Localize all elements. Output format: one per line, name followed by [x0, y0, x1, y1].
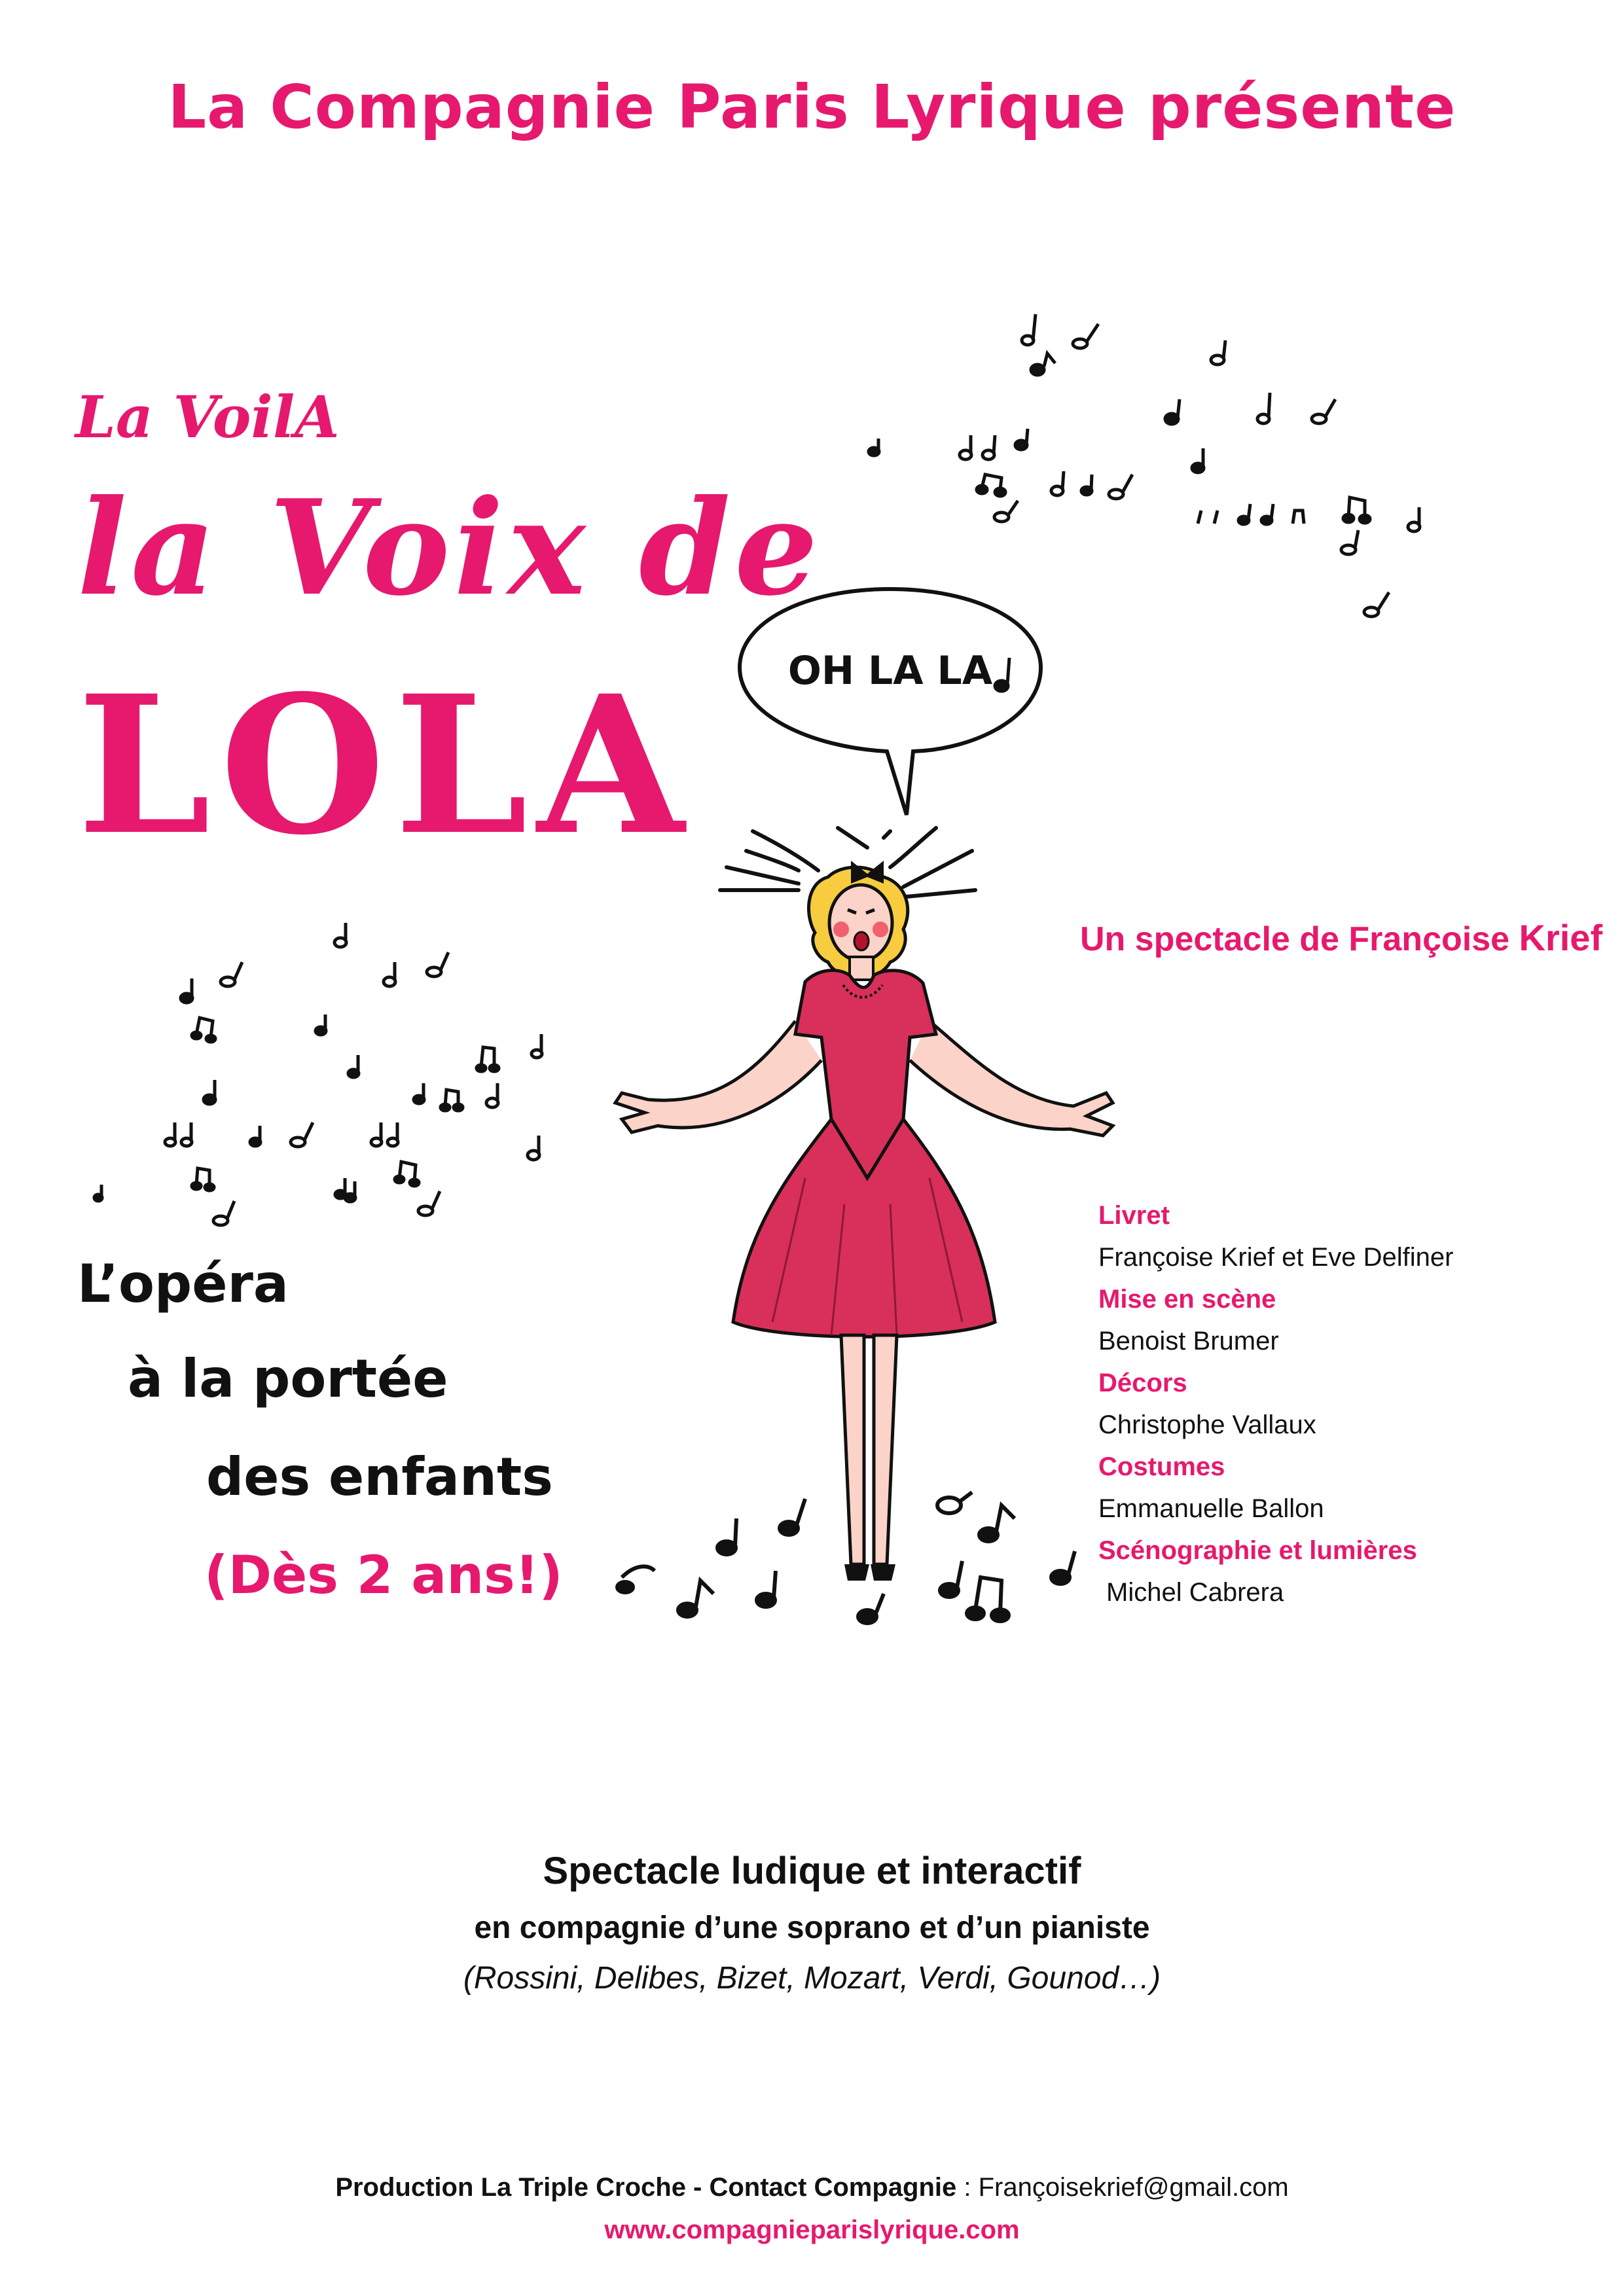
music-note-icon: [441, 1090, 463, 1111]
credit-role: Scénographie et lumières: [1098, 1536, 1417, 1565]
music-note-icon: [1192, 448, 1204, 473]
music-note-icon: [1109, 475, 1132, 499]
music-note-icon: [192, 1018, 215, 1042]
credit-role: Costumes: [1098, 1452, 1225, 1481]
music-note-icon: [181, 1122, 192, 1146]
description-heading: Spectacle ludique et interactif: [543, 1850, 1081, 1892]
music-note-icon: [1022, 314, 1036, 345]
music-note-icon: [532, 1034, 542, 1058]
music-note-icon: [757, 1571, 776, 1607]
music-note-icon: [960, 435, 971, 459]
credit-role: Décors: [1098, 1369, 1187, 1397]
music-note-icon: [1408, 507, 1420, 531]
credit-role: Livret: [1098, 1201, 1170, 1230]
presenter-heading: La Compagnie Paris Lyrique présente: [168, 72, 1456, 142]
credits-list: [1098, 1194, 1596, 1613]
music-note-icon: [1051, 471, 1064, 495]
music-note-icon: [250, 1126, 261, 1146]
credit-role: Mise en scène: [1098, 1285, 1276, 1314]
music-note-icon: [414, 1083, 424, 1103]
music-note-icon: [334, 923, 346, 947]
music-note-icon: [780, 1499, 805, 1535]
credit-name: Michel Cabrera: [1106, 1578, 1284, 1607]
music-note-icon: [937, 1492, 972, 1513]
music-note-icon: [528, 1136, 539, 1160]
music-note-icon: [1312, 399, 1335, 423]
music-note-icon: [967, 1577, 1009, 1621]
credit-name: Christophe Vallaux: [1098, 1410, 1316, 1439]
footer-separator: :: [956, 2173, 979, 2202]
footer-production: Production La Triple Croche - Contact Compagnie: [335, 2173, 957, 2202]
music-note-icon: [1165, 399, 1180, 424]
website-link[interactable]: www.compagnieparislyrique.com: [604, 2215, 1020, 2244]
music-note-icon: [316, 1014, 326, 1035]
music-note-icon: [940, 1561, 962, 1597]
music-note-icon: [1198, 504, 1250, 524]
composers-list: (Rossini, Delibes, Bizet, Mozart, Verdi, Gounod…): [463, 1961, 1161, 1996]
tagline-line-1: L’opéra: [77, 1253, 289, 1314]
music-note-icon: [371, 1122, 382, 1146]
credit-name: Benoist Brumer: [1098, 1327, 1279, 1355]
music-note-icon: [221, 962, 242, 986]
music-note-icon: [486, 1083, 498, 1107]
author-prefix: Un spectacle de Françoise: [1080, 920, 1510, 958]
music-note-icon: [348, 1055, 359, 1077]
music-note-icon: [1015, 429, 1028, 450]
footer-contact: [0, 2173, 1624, 2202]
music-note-icon: [977, 475, 1005, 496]
music-note-icon: [418, 1191, 440, 1215]
contact-email[interactable]: Françoisekrief@gmail.com: [978, 2173, 1289, 2202]
credit-name: Emmanuelle Ballon: [1098, 1494, 1324, 1523]
music-note-icon: [1257, 393, 1270, 423]
music-note-icon: [869, 439, 879, 456]
music-note-icon: [477, 1047, 499, 1071]
music-note-icon: [1364, 592, 1389, 617]
music-note-icon: [1293, 511, 1304, 524]
title-line-1: La VoilA: [75, 383, 340, 451]
music-note-icon: [192, 1168, 214, 1191]
music-note-icon: [1031, 353, 1055, 375]
music-note-icon: [1343, 497, 1370, 523]
author-credit: [1080, 916, 1602, 959]
music-note-icon: [979, 1505, 1015, 1541]
music-note-icon: [1081, 475, 1092, 495]
music-note-icon: [388, 1122, 398, 1146]
music-note-icon: [291, 1122, 313, 1147]
music-note-icon: [983, 435, 995, 459]
music-note-icon: [213, 1201, 234, 1225]
music-note-icon: [717, 1518, 736, 1554]
music-note-icon: [994, 501, 1018, 522]
music-note-icon: [1211, 340, 1225, 365]
title-line-2: la Voix de: [77, 471, 822, 625]
speech-bubble: [727, 576, 1054, 825]
music-note-icon: [617, 1566, 655, 1592]
author-name: Krief: [1519, 917, 1603, 958]
music-note-icon: [395, 1162, 419, 1186]
credit-name: Françoise Krief et Eve Delfiner: [1098, 1243, 1454, 1272]
music-note-icon: [1073, 324, 1098, 348]
music-note-icon: [204, 1080, 215, 1104]
tagline-line-2: à la portée: [128, 1348, 448, 1409]
music-note-icon: [165, 1122, 175, 1146]
music-note-icon: [678, 1581, 713, 1617]
show-description: [0, 1849, 1624, 1996]
footer: [0, 2173, 1624, 2245]
description-subheading: en compagnie d’une soprano et d’un pianiste: [474, 1910, 1150, 1945]
music-note-icon: [181, 978, 192, 1003]
speech-bubble-text: OH LA LA: [787, 648, 993, 694]
music-note-icon: [1051, 1551, 1075, 1584]
music-note-icon: [1341, 530, 1358, 554]
title-line-3: LOLA: [77, 655, 694, 877]
tagline-line-3: des enfants: [206, 1446, 553, 1507]
music-note-icon: [384, 962, 395, 986]
music-note-icon: [1261, 504, 1273, 524]
music-note-icon: [427, 952, 448, 977]
music-note-icon: [94, 1185, 102, 1201]
age-note: (Dès 2 ans!): [204, 1545, 563, 1605]
music-note-icon: [858, 1594, 884, 1623]
